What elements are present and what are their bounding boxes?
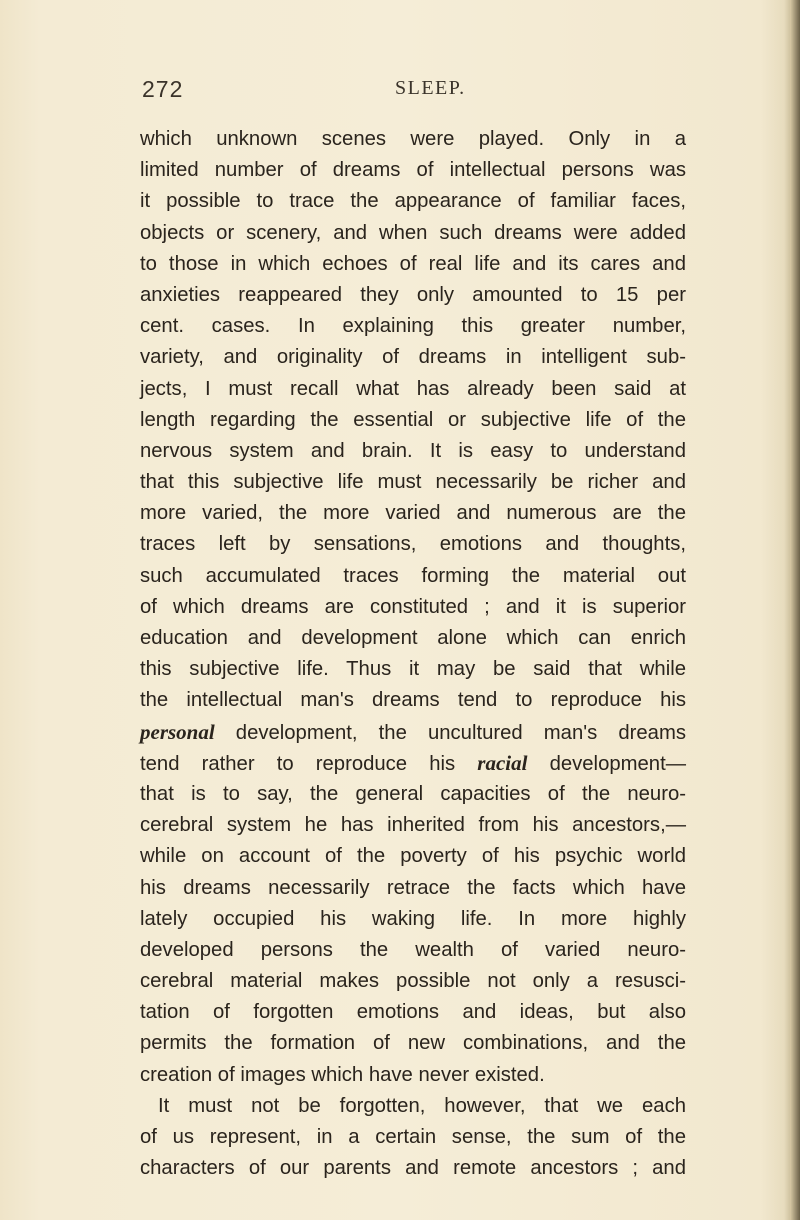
line-after: development, the uncultured man's dreams (214, 721, 686, 744)
text-line: characters of our parents and remote ancestors ; and (140, 1157, 686, 1180)
text-line: anxieties reappeared they only amounted to 15 per (140, 283, 686, 306)
text-line: of us represent, in a certain sense, the sum of the (140, 1126, 686, 1148)
text-line: cerebral system he has inherited from his ancestors,— (140, 814, 686, 837)
text-line: the intellectual man's dreams tend to reproduce his (140, 689, 686, 712)
text-line: objects or scenery, and when such dreams were added (140, 221, 686, 244)
text-line: nervous system and brain. It is easy to understand (140, 439, 686, 462)
text-line-paragraph-end: creation of images which have never existed. (140, 1063, 545, 1086)
text-line: this subjective life. Thus it may be said that while (140, 658, 686, 681)
text-line: while on account of the poverty of his psychic world (140, 845, 686, 868)
page-number: 272 (142, 76, 184, 102)
text-line-italic-personal (140, 717, 686, 748)
text-line: traces left by sensations, emotions and thoughts, (140, 533, 686, 556)
text-line: length regarding the essential or subjective life of the (140, 408, 686, 431)
text-line: his dreams necessarily retrace the facts which have (140, 876, 686, 899)
page-edge-shadow (790, 0, 800, 1220)
text-line: education and development alone which can enrich (140, 627, 686, 649)
line-before: tend rather to reproduce his (140, 752, 478, 775)
text-line: of which dreams are constituted ; and it is superior (140, 595, 686, 618)
text-line: tation of forgotten emotions and ideas, but also (140, 1001, 686, 1024)
italic-word-personal: personal (140, 719, 215, 744)
text-line: such accumulated traces forming the material out (140, 564, 686, 587)
text-line: variety, and originality of dreams in intelligent sub- (140, 346, 686, 369)
text-line: that is to say, the general capacities of the neuro- (140, 782, 686, 805)
text-line: lately occupied his waking life. In more highly (140, 907, 686, 930)
text-line-italic-racial (140, 748, 686, 779)
running-header (142, 76, 682, 110)
text-line: jects, I must recall what has already been said at (140, 377, 686, 400)
text-line: which unknown scenes were played. Only in a (140, 128, 686, 150)
body-text (140, 124, 686, 1184)
text-line: cerebral material makes possible not only a resusci- (140, 970, 686, 993)
line-after: development— (527, 752, 686, 775)
text-line: permits the formation of new combinations, and the (140, 1032, 686, 1055)
text-line: to those in which echoes of real life and its cares and (140, 252, 686, 275)
text-line: cent. cases. In explaining this greater number, (140, 315, 686, 338)
text-line: more varied, the more varied and numerous are the (140, 502, 686, 525)
running-title: SLEEP. (395, 77, 466, 99)
text-line: it possible to trace the appearance of familiar faces, (140, 190, 686, 213)
text-line-paragraph-start: It must not be forgotten, however, that we each (158, 1094, 686, 1117)
text-line: that this subjective life must necessarily be richer and (140, 471, 686, 494)
text-line: limited number of dreams of intellectual persons was (140, 159, 686, 182)
text-line: developed persons the wealth of varied neuro- (140, 938, 686, 961)
italic-word-racial: racial (477, 750, 528, 775)
